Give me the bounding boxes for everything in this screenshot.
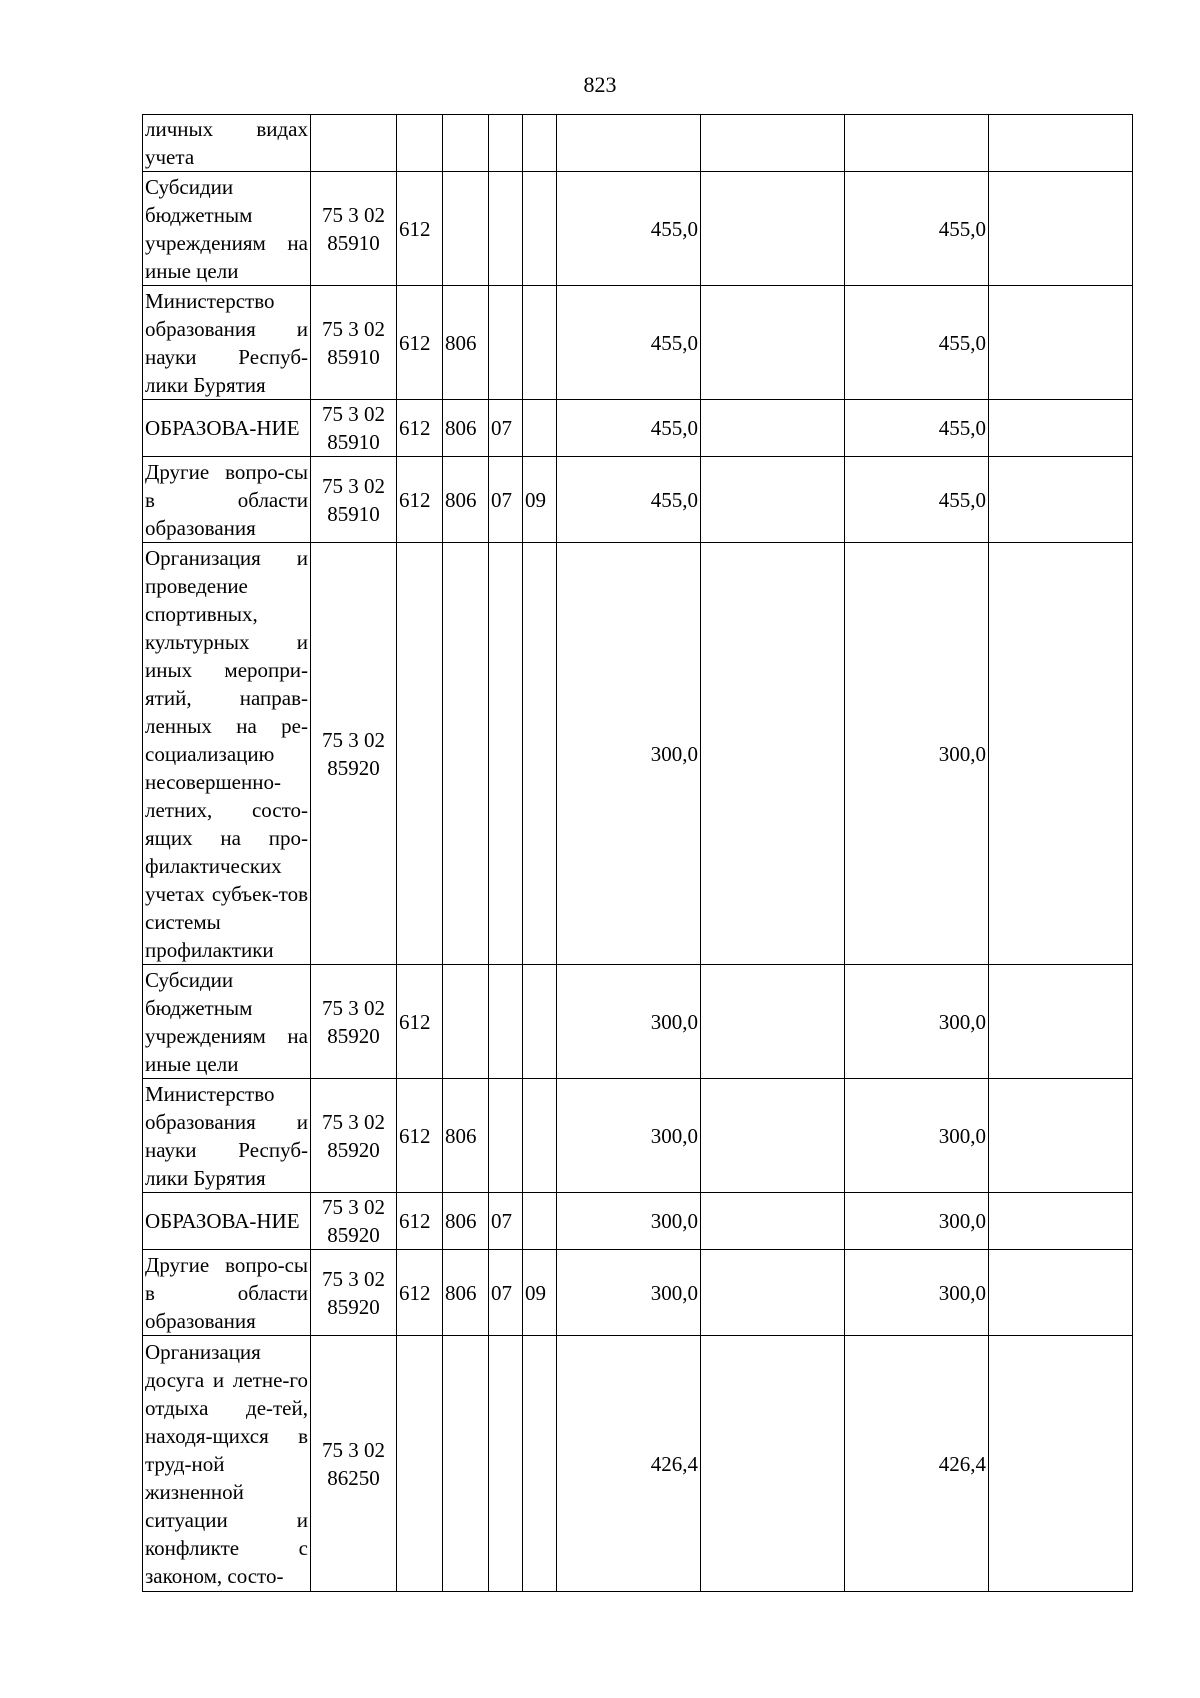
target-code-cell	[311, 115, 397, 172]
table-row	[143, 1250, 1133, 1336]
ministry-code-cell	[443, 172, 489, 286]
amount-3-cell: 300,0	[845, 1193, 989, 1250]
amount-3-cell: 300,0	[845, 543, 989, 965]
expense-type-cell: 612	[397, 172, 443, 286]
amount-3-cell: 455,0	[845, 400, 989, 457]
amount-1-cell: 300,0	[557, 1250, 701, 1336]
amount-4-cell	[989, 1250, 1133, 1336]
amount-2-cell	[701, 400, 845, 457]
subsection-code-cell: 09	[523, 457, 557, 543]
ministry-code-cell: 806	[443, 1193, 489, 1250]
ministry-code-cell: 806	[443, 400, 489, 457]
amount-2-cell	[701, 172, 845, 286]
ministry-code-cell: 806	[443, 1079, 489, 1193]
section-code-cell	[489, 286, 523, 400]
target-code-cell: 75 3 02 85920	[311, 1193, 397, 1250]
ministry-code-cell	[443, 115, 489, 172]
ministry-code-cell: 806	[443, 457, 489, 543]
amount-1-cell: 300,0	[557, 1193, 701, 1250]
subsection-code-cell	[523, 115, 557, 172]
ministry-code-cell	[443, 1336, 489, 1592]
row-name-cell: Субсидии бюджетным учреждениям на иные цели	[143, 172, 311, 286]
table-row	[143, 543, 1133, 965]
row-name-cell: Субсидии бюджетным учреждениям на иные цели	[143, 965, 311, 1079]
amount-3-cell: 455,0	[845, 457, 989, 543]
subsection-code-cell	[523, 543, 557, 965]
section-code-cell	[489, 115, 523, 172]
expense-type-cell: 612	[397, 1250, 443, 1336]
subsection-code-cell	[523, 172, 557, 286]
target-code-cell: 75 3 02 85910	[311, 172, 397, 286]
expense-type-cell: 612	[397, 457, 443, 543]
table-row	[143, 1193, 1133, 1250]
row-name-cell: Министерство образования и науки Респуб-лики Бурятия	[143, 286, 311, 400]
expense-type-cell: 612	[397, 1079, 443, 1193]
row-name-cell: Другие вопро-сы в области образования	[143, 457, 311, 543]
target-code-cell: 75 3 02 85920	[311, 1079, 397, 1193]
expense-type-cell	[397, 115, 443, 172]
table-row	[143, 115, 1133, 172]
amount-1-cell: 300,0	[557, 543, 701, 965]
amount-2-cell	[701, 1193, 845, 1250]
row-name-cell: Министерство образования и науки Респуб-лики Бурятия	[143, 1079, 311, 1193]
amount-3-cell: 426,4	[845, 1336, 989, 1592]
ministry-code-cell	[443, 543, 489, 965]
page-number: 823	[583, 72, 617, 97]
amount-4-cell	[989, 543, 1133, 965]
amount-3-cell: 300,0	[845, 1079, 989, 1193]
amount-4-cell	[989, 115, 1133, 172]
section-code-cell: 07	[489, 1250, 523, 1336]
amount-2-cell	[701, 115, 845, 172]
budget-table	[142, 114, 1133, 1592]
row-name-cell: личных видах учета	[143, 115, 311, 172]
amount-3-cell: 455,0	[845, 172, 989, 286]
target-code-cell: 75 3 02 86250	[311, 1336, 397, 1592]
section-code-cell: 07	[489, 457, 523, 543]
row-name-cell: Организация и проведение спортивных, культурных и иных меропри-ятий, направ-ленных на ре-социализацию несовершенно-летних, состо-ящих на про-филактических учетах субъек-тов системы профилактики	[143, 543, 311, 965]
section-code-cell	[489, 172, 523, 286]
amount-4-cell	[989, 457, 1133, 543]
amount-2-cell	[701, 457, 845, 543]
ministry-code-cell: 806	[443, 286, 489, 400]
expense-type-cell	[397, 1336, 443, 1592]
amount-4-cell	[989, 286, 1133, 400]
amount-4-cell	[989, 1079, 1133, 1193]
amount-4-cell	[989, 1336, 1133, 1592]
section-code-cell	[489, 543, 523, 965]
amount-4-cell	[989, 965, 1133, 1079]
row-name-cell: ОБРАЗОВА-НИЕ	[143, 1193, 311, 1250]
amount-1-cell: 455,0	[557, 172, 701, 286]
target-code-cell: 75 3 02 85920	[311, 543, 397, 965]
amount-2-cell	[701, 965, 845, 1079]
amount-1-cell: 455,0	[557, 400, 701, 457]
ministry-code-cell: 806	[443, 1250, 489, 1336]
expense-type-cell: 612	[397, 286, 443, 400]
target-code-cell: 75 3 02 85910	[311, 457, 397, 543]
target-code-cell: 75 3 02 85920	[311, 1250, 397, 1336]
section-code-cell: 07	[489, 1193, 523, 1250]
amount-4-cell	[989, 1193, 1133, 1250]
target-code-cell: 75 3 02 85910	[311, 286, 397, 400]
expense-type-cell: 612	[397, 965, 443, 1079]
amount-2-cell	[701, 1250, 845, 1336]
table-row	[143, 172, 1133, 286]
subsection-code-cell	[523, 965, 557, 1079]
amount-1-cell: 426,4	[557, 1336, 701, 1592]
amount-1-cell: 455,0	[557, 457, 701, 543]
amount-2-cell	[701, 1079, 845, 1193]
amount-1-cell: 455,0	[557, 286, 701, 400]
table-row	[143, 457, 1133, 543]
section-code-cell	[489, 1336, 523, 1592]
table-row	[143, 965, 1133, 1079]
amount-2-cell	[701, 286, 845, 400]
amount-1-cell: 300,0	[557, 965, 701, 1079]
amount-1-cell	[557, 115, 701, 172]
subsection-code-cell: 09	[523, 1250, 557, 1336]
expense-type-cell: 612	[397, 400, 443, 457]
target-code-cell: 75 3 02 85910	[311, 400, 397, 457]
amount-1-cell: 300,0	[557, 1079, 701, 1193]
row-name-cell: Другие вопро-сы в области образования	[143, 1250, 311, 1336]
table-row	[143, 400, 1133, 457]
target-code-cell: 75 3 02 85920	[311, 965, 397, 1079]
amount-2-cell	[701, 543, 845, 965]
table-row	[143, 1336, 1133, 1592]
amount-4-cell	[989, 172, 1133, 286]
section-code-cell	[489, 965, 523, 1079]
ministry-code-cell	[443, 965, 489, 1079]
row-name-cell: ОБРАЗОВА-НИЕ	[143, 400, 311, 457]
amount-3-cell	[845, 115, 989, 172]
subsection-code-cell	[523, 286, 557, 400]
expense-type-cell	[397, 543, 443, 965]
expense-type-cell: 612	[397, 1193, 443, 1250]
table-row	[143, 286, 1133, 400]
amount-3-cell: 455,0	[845, 286, 989, 400]
subsection-code-cell	[523, 1079, 557, 1193]
subsection-code-cell	[523, 400, 557, 457]
amount-2-cell	[701, 1336, 845, 1592]
section-code-cell	[489, 1079, 523, 1193]
subsection-code-cell	[523, 1336, 557, 1592]
section-code-cell: 07	[489, 400, 523, 457]
row-name-cell: Организация досуга и летне-го отдыха де-тей, находя-щихся в труд-ной жизненной ситуации и конфликте с законом, состо-	[143, 1336, 311, 1592]
subsection-code-cell	[523, 1193, 557, 1250]
table-row	[143, 1079, 1133, 1193]
amount-4-cell	[989, 400, 1133, 457]
amount-3-cell: 300,0	[845, 1250, 989, 1336]
amount-3-cell: 300,0	[845, 965, 989, 1079]
